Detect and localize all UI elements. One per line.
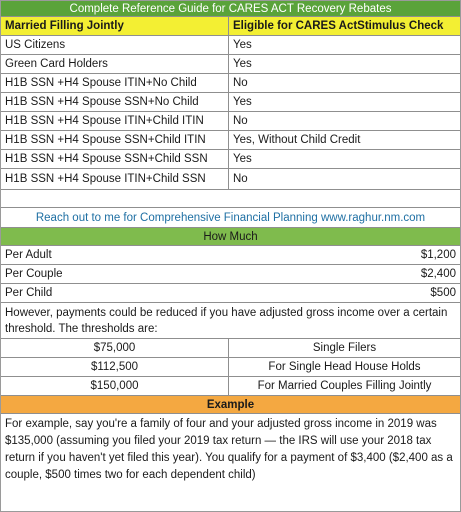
reach-out-link[interactable]: Reach out to me for Comprehensive Financial Planning www.raghur.nm.com (35, 211, 426, 224)
table-row (1, 358, 460, 377)
table-row (1, 284, 460, 303)
example-header-row (1, 396, 460, 414)
table-row (1, 36, 460, 55)
filing-status-cell: H1B SSN +H4 Spouse SSN+Child SSN (1, 150, 229, 168)
payment-label: Per Child (5, 287, 53, 299)
eligible-cell: No (233, 115, 248, 127)
eligible-cell: Yes (233, 153, 252, 165)
eligible-cell: Yes (233, 39, 252, 51)
header-filing-status: Married Filling Jointly (1, 17, 229, 35)
title-row (1, 1, 460, 17)
eligible-cell: Yes (233, 96, 252, 108)
filing-status-cell: H1B SSN +H4 Spouse ITIN+Child SSN (1, 169, 229, 189)
payment-label: Per Couple (5, 268, 63, 280)
filing-status-cell: H1B SSN +H4 Spouse SSN+No Child (1, 93, 229, 111)
table-row (1, 112, 460, 131)
threshold-filer-type: Single Filers (312, 342, 377, 354)
payment-amount: $500 (430, 287, 456, 299)
filing-status-cell: H1B SSN +H4 Spouse ITIN+No Child (1, 74, 229, 92)
example-header: Example (1, 396, 460, 413)
threshold-filer-type: For Single Head House Holds (268, 361, 421, 373)
eligible-cell: Yes (233, 58, 252, 70)
table-row (1, 74, 460, 93)
table-row (1, 150, 460, 169)
eligible-cell: No (233, 173, 248, 185)
table-row (1, 339, 460, 358)
threshold-amount: $75,000 (1, 339, 229, 357)
table-row (1, 265, 460, 284)
table-row (1, 377, 460, 396)
threshold-filer-type: For Married Couples Filling Jointly (257, 380, 432, 392)
sheet-title: Complete Reference Guide for CARES ACT Recovery Rebates (1, 1, 460, 16)
threshold-amount: $150,000 (1, 377, 229, 395)
spacer-row (1, 190, 460, 208)
table-row (1, 55, 460, 74)
eligible-cell: No (233, 77, 248, 89)
table-row (1, 169, 460, 190)
threshold-note-row (1, 303, 460, 339)
eligible-cell: Yes, Without Child Credit (233, 134, 361, 146)
payment-amount: $2,400 (420, 268, 456, 280)
filing-status-cell: H1B SSN +H4 Spouse ITIN+Child ITIN (1, 112, 229, 130)
table-row (1, 131, 460, 150)
filing-status-cell: Green Card Holders (1, 55, 229, 73)
how-much-header-row (1, 228, 460, 246)
table-row (1, 246, 460, 265)
example-text: For example, say you're a family of four and your adjusted gross income in 2019 was $135,000 (assuming you filed your 2019 tax return — the IRS will use your 2018 tax return if you haven't yet filed this year). You qualify for a payment of $3,400 ($2,400 as a couple, $500 times two for each dependent child) (5, 418, 453, 481)
payment-amount: $1,200 (420, 249, 456, 261)
payment-label: Per Adult (5, 249, 52, 261)
table-row (1, 93, 460, 112)
reach-out-row (1, 208, 460, 228)
filing-status-cell: H1B SSN +H4 Spouse SSN+Child ITIN (1, 131, 229, 149)
threshold-note: However, payments could be reduced if you have adjusted gross income over a certain threshold. The thresholds are: (5, 307, 448, 335)
header-eligibility: Eligible for CARES ActStimulus Check (229, 17, 460, 35)
eligibility-header-row (1, 17, 460, 36)
threshold-amount: $112,500 (1, 358, 229, 376)
how-much-header: How Much (1, 228, 460, 245)
filing-status-cell: US Citizens (1, 36, 229, 54)
